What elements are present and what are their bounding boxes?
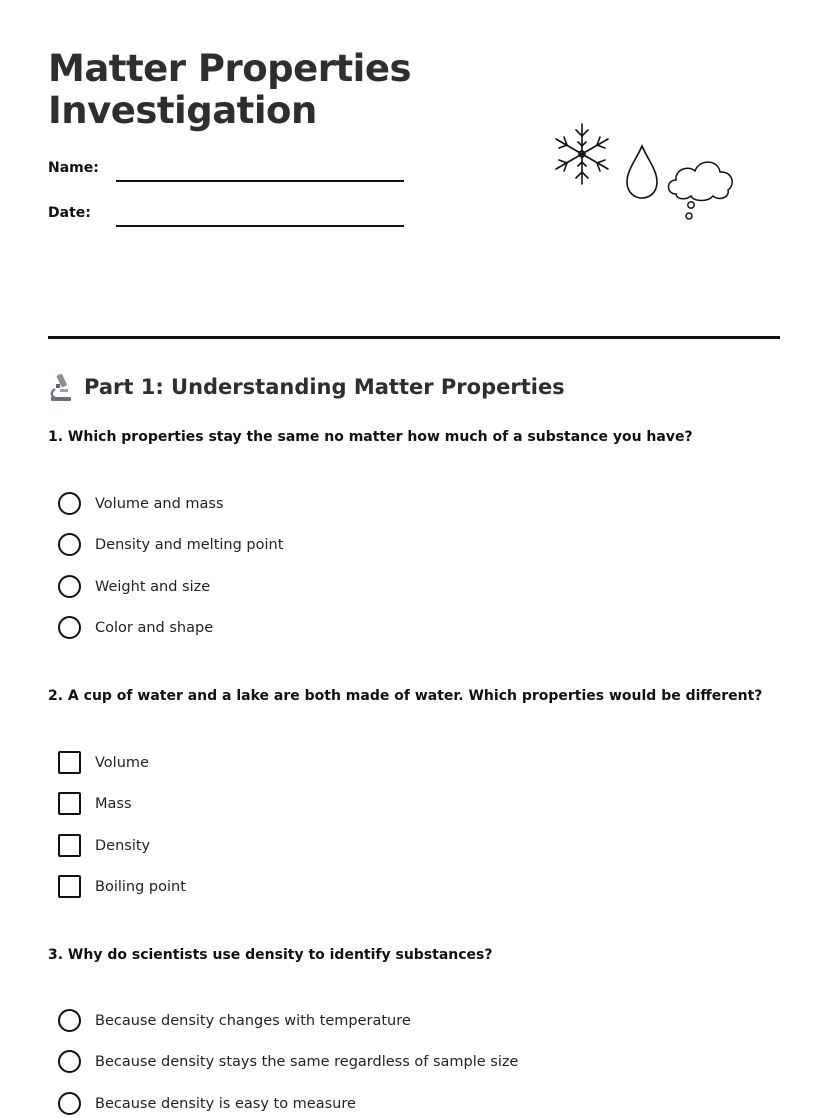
option-label: Density — [95, 837, 151, 854]
name-label: Name: — [48, 160, 99, 176]
q1-option-3[interactable] — [58, 575, 210, 598]
radio-button[interactable] — [58, 1050, 81, 1073]
name-field[interactable] — [116, 180, 404, 182]
q3-option-3[interactable] — [58, 1092, 356, 1115]
q2-option-2[interactable] — [58, 792, 132, 815]
option-label: Volume and mass — [95, 495, 224, 512]
checkbox[interactable] — [58, 875, 81, 898]
q2-option-3[interactable] — [58, 834, 150, 857]
option-label: Because density stays the same regardless of sample size — [95, 1053, 519, 1070]
question-2: 2. A cup of water and a lake are both made of water. Which properties would be different? — [48, 688, 763, 704]
water-drop-icon — [627, 146, 657, 198]
question-1: 1. Which properties stay the same no matter how much of a substance you have? — [48, 429, 693, 445]
q3-option-2[interactable] — [58, 1050, 518, 1073]
snowflake-icon — [556, 124, 608, 184]
radio-button[interactable] — [58, 616, 81, 639]
date-label: Date: — [48, 205, 91, 221]
cloud-icon — [669, 162, 733, 219]
section-heading — [48, 372, 565, 402]
title-line-2: Investigation — [48, 89, 317, 132]
checkbox[interactable] — [58, 792, 81, 815]
q1-option-2[interactable] — [58, 533, 283, 556]
option-label: Boiling point — [95, 878, 186, 895]
option-label: Density and melting point — [95, 536, 284, 553]
date-field[interactable] — [116, 225, 404, 227]
radio-button[interactable] — [58, 492, 81, 515]
radio-button[interactable] — [58, 1092, 81, 1115]
question-3: 3. Why do scientists use density to identify substances? — [48, 947, 493, 963]
option-label: Mass — [95, 795, 132, 812]
section-divider — [48, 336, 780, 339]
q1-option-1[interactable] — [58, 492, 224, 515]
section-title: Part 1: Understanding Matter Properties — [84, 375, 565, 399]
states-of-matter-illustration — [548, 118, 738, 228]
option-label: Color and shape — [95, 619, 214, 636]
radio-button[interactable] — [58, 575, 81, 598]
checkbox[interactable] — [58, 751, 81, 774]
option-label: Because density is easy to measure — [95, 1095, 356, 1112]
microscope-icon — [48, 372, 74, 402]
q3-option-1[interactable] — [58, 1009, 411, 1032]
radio-button[interactable] — [58, 1009, 81, 1032]
option-label: Volume — [95, 754, 149, 771]
option-label: Weight and size — [95, 578, 211, 595]
page-title — [48, 48, 411, 132]
option-label: Because density changes with temperature — [95, 1012, 411, 1029]
title-line-1: Matter Properties — [48, 47, 411, 90]
q1-option-4[interactable] — [58, 616, 213, 639]
q2-option-4[interactable] — [58, 875, 186, 898]
checkbox[interactable] — [58, 834, 81, 857]
q2-option-1[interactable] — [58, 751, 149, 774]
radio-button[interactable] — [58, 533, 81, 556]
